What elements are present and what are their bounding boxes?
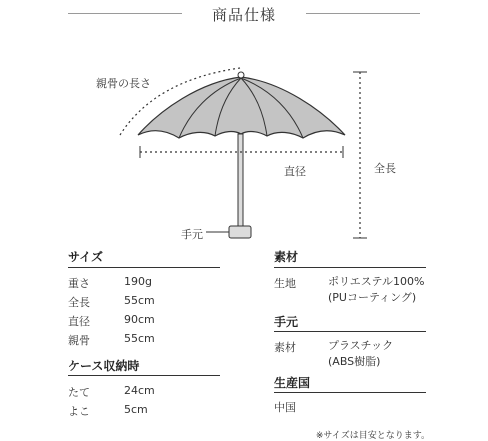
umbrella-handle [229, 226, 251, 238]
material-heading: 素材 [274, 250, 299, 264]
handle-rule [274, 331, 426, 332]
rib-row-label: 親骨 [68, 334, 90, 347]
origin-rule [274, 392, 426, 393]
umbrella-canopy [138, 77, 345, 138]
rib-value: 55cm [124, 332, 155, 345]
total-length-value: 55cm [124, 294, 155, 307]
case-height-value: 24cm [124, 384, 155, 397]
size-heading: サイズ [68, 250, 104, 264]
case-width-label: よこ [68, 405, 90, 418]
handle-heading: 手元 [274, 315, 299, 329]
origin-country: 中国 [274, 401, 296, 414]
size-footnote: ※サイズは目安となります。 [315, 431, 430, 441]
case-width-value: 5cm [124, 403, 148, 416]
rib-length-label: 親骨の長さ [96, 77, 151, 90]
fabric-value-line2: (PUコーティング) [328, 291, 417, 304]
weight-value: 190g [124, 275, 152, 288]
fabric-label: 生地 [274, 277, 296, 290]
case-rule [68, 375, 220, 376]
diameter-row-label: 直径 [68, 315, 90, 328]
material-rule [274, 267, 426, 268]
umbrella-shaft [238, 134, 243, 226]
page-title: 商品仕様 [211, 6, 276, 24]
handle-material-line1: プラスチック [328, 339, 394, 352]
total-length-label: 全長 [374, 162, 396, 175]
total-length-row-label: 全長 [68, 296, 90, 309]
case-height-label: たて [68, 386, 90, 399]
diameter-label: 直径 [284, 165, 306, 178]
origin-heading: 生産国 [274, 376, 311, 390]
fabric-value-line1: ポリエステル100% [328, 275, 425, 288]
weight-label: 重さ [68, 277, 90, 290]
handle-label: 手元 [181, 228, 203, 241]
case-heading: ケース収納時 [68, 359, 140, 373]
size-rule [68, 267, 220, 268]
diameter-value: 90cm [124, 313, 155, 326]
umbrella-tip [238, 72, 244, 78]
handle-material-label: 素材 [274, 341, 296, 354]
handle-material-line2: (ABS樹脂) [328, 355, 381, 368]
